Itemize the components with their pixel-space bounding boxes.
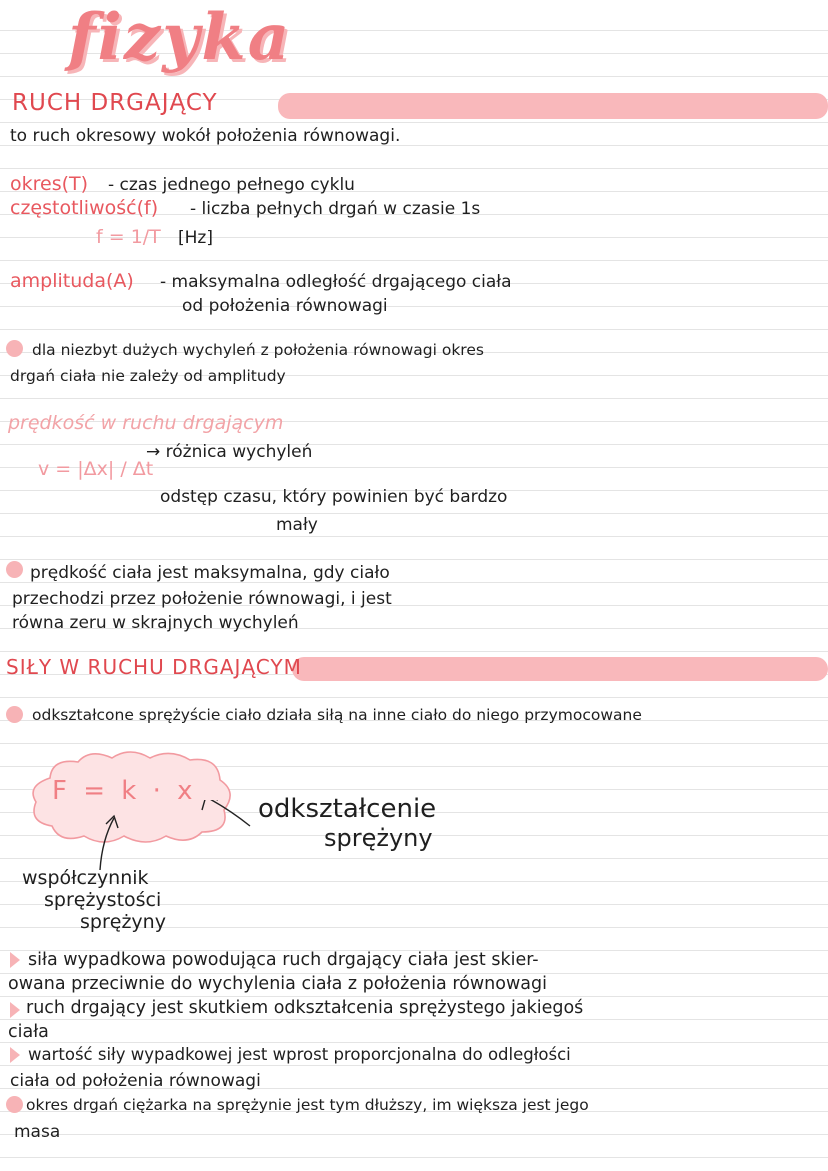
hooke-formula: F = k · x (52, 776, 197, 806)
def-amplituda-2: od położenia równowagi (182, 296, 388, 316)
label-k-2: sprężystości (44, 889, 162, 911)
section-heading-sily: SIŁY W RUCHU DRGAJĄCYM (6, 655, 302, 679)
bullet-circle-icon (6, 1096, 23, 1113)
bullet-triangle-icon (10, 1047, 20, 1063)
term-okres: okres(T) (10, 173, 89, 195)
label-k-3: sprężyny (80, 911, 166, 933)
def-okres: - czas jednego pełnego cyklu (108, 175, 355, 195)
b4-line2: masa (14, 1122, 61, 1142)
label-k-1: współczynnik (22, 867, 149, 889)
page-title: fizyka (68, 0, 292, 75)
velocity-formula: v = |Δx| / Δt (38, 458, 154, 480)
velocity-note-line2: przechodzi przez położenie równowagi, i jest (12, 589, 392, 609)
velocity-label-dt-2: mały (276, 515, 318, 535)
intro-text: to ruch okresowy wokół położenia równowagi. (10, 126, 401, 146)
b2-line2: ciała (8, 1022, 49, 1042)
bullet-circle-icon (6, 340, 23, 357)
heading-highlight (292, 657, 828, 681)
bullet-circle-icon (6, 706, 23, 723)
velocity-label-dt-1: odstęp czasu, który powinien być bardzo (160, 487, 508, 507)
def-czestotliwosc: - liczba pełnych drgań w czasie 1s (190, 199, 481, 219)
unit-hz: [Hz] (178, 228, 213, 248)
sily-note-1: odkształcone sprężyście ciało działa siłą na inne ciało do niego przymocowane (32, 706, 642, 724)
formula-frequency: f = 1/T (96, 226, 161, 248)
velocity-heading: prędkość w ruchu drgającym (8, 412, 284, 434)
b4-line1: okres drgań ciężarka na sprężynie jest tym dłuższy, im większa jest jego (26, 1096, 589, 1114)
label-x-1: odkształcenie (258, 794, 437, 824)
note-amplitude-line2: drgań ciała nie zależy od amplitudy (10, 367, 286, 385)
velocity-note-line3: równa zeru w skrajnych wychyleń (12, 613, 299, 633)
note-amplitude-line1: dla niezbyt dużych wychyleń z położenia równowagi okres (32, 341, 484, 359)
section-heading-ruch-drgajacy: RUCH DRGAJĄCY (12, 90, 218, 116)
label-x-2: sprężyny (324, 824, 433, 852)
bullet-triangle-icon (10, 1002, 20, 1018)
b1-line2: owana przeciwnie do wychylenia ciała z położenia równowagi (8, 974, 547, 994)
bullet-circle-icon (6, 561, 23, 578)
term-czestotliwosc: częstotliwość(f) (10, 197, 159, 219)
velocity-label-dx: → różnica wychyleń (146, 442, 313, 462)
velocity-note-line1: prędkość ciała jest maksymalna, gdy ciało (30, 563, 390, 583)
def-amplituda-1: - maksymalna odległość drgającego ciała (160, 272, 512, 292)
b1-line1: siła wypadkowa powodująca ruch drgający ciała jest skier- (28, 950, 539, 970)
heading-highlight (278, 93, 828, 119)
b3-line2: ciała od położenia równowagi (10, 1071, 261, 1091)
term-amplituda: amplituda(A) (10, 270, 134, 292)
bullet-triangle-icon (10, 952, 20, 968)
b2-line1: ruch drgający jest skutkiem odkształcenia sprężystego jakiegoś (26, 998, 584, 1018)
b3-line1: wartość siły wypadkowej jest wprost proporcjonalna do odległości (28, 1045, 571, 1064)
